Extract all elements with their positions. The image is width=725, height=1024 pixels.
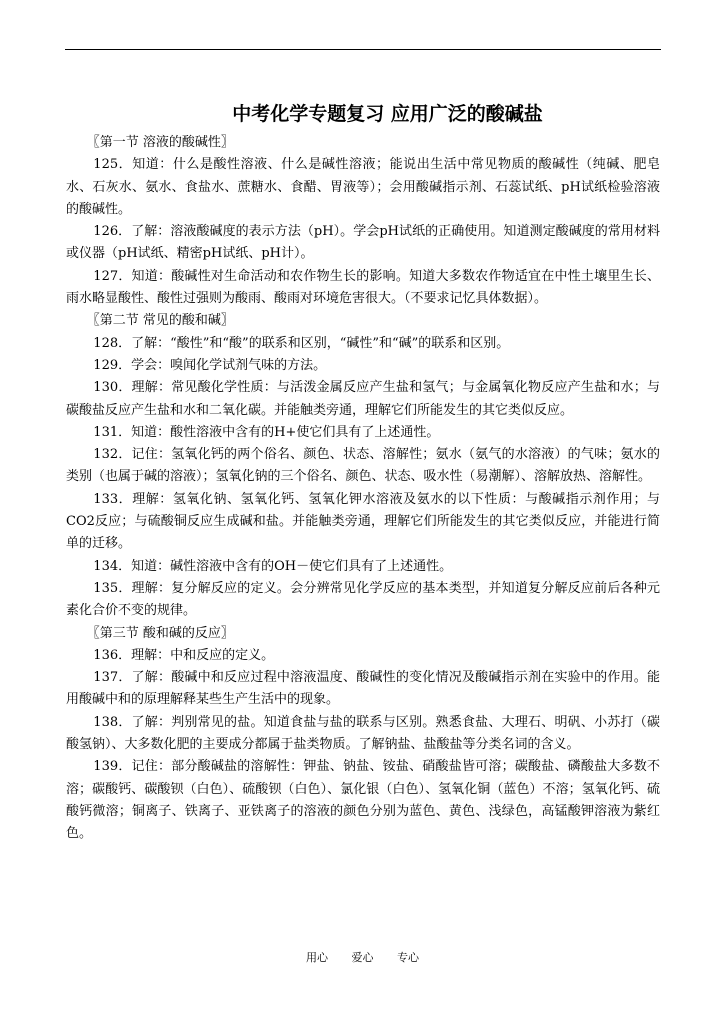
- paragraph: 133．理解：氢氧化钠、氢氧化钙、氢氧化钾水溶液及氨水的以下性质：与酸碱指示剂作用；与CO2反应；与硫酸铜反应生成碱和盐。并能触类旁通，理解它们所能发生的其它类似反应，并能进行简单的迁移。: [66, 491, 660, 552]
- paragraph: 135．理解：复分解反应的定义。会分辨常见化学反应的基本类型，并知道复分解反应前后各种元素化合价不变的规律。: [66, 580, 660, 619]
- page-title: 中考化学专题复习 应用广泛的酸碱盐: [232, 103, 543, 125]
- paragraph: 138．了解：判别常见的盐。知道食盐与盐的联系与区别。熟悉食盐、大理石、明矾、小苏打（碳酸氢钠）、大多数化肥的主要成分都属于盐类物质。了解钠盐、盐酸盐等分类名词的含义。: [66, 714, 660, 753]
- paragraph: 139．记住：部分酸碱盐的溶解性：钾盐、钠盐、铵盐、硝酸盐皆可溶；碳酸盐、磷酸盐大多数不溶；碳酸钙、碳酸钡（白色）、硫酸钡（白色）、氯化银（白色）、氢氧化铜（蓝色）不溶；氢氧化钙、硫酸钙微溶；铜离子、铁离子、亚铁离子的溶液的颜色分别为蓝色、黄色、浅绿色，高锰酸钾溶液为紫红色。: [66, 759, 660, 842]
- footer-text: 专心: [397, 951, 419, 964]
- paragraph: 137．了解：酸碱中和反应过程中溶液温度、酸碱性的变化情况及酸碱指示剂在实验中的作用。能用酸碱中和的原理解释某些生产生活中的现象。: [66, 670, 660, 708]
- paragraph: 129．学会：嗅闻化学试剂气味的方法。: [93, 357, 327, 373]
- section-heading: 〖第三节 酸和碱的反应〗: [86, 625, 234, 641]
- paragraph: 125．知道：什么是酸性溶液、什么是碱性溶液；能说出生活中常见物质的酸碱性（纯碱、肥皂水、石灰水、氨水、食盐水、蔗糖水、食醋、胃液等）；会用酸碱指示剂、石蕊试纸、pH试纸检验溶液的酸碱性。: [66, 157, 660, 217]
- footer-text: 用心: [306, 951, 328, 964]
- paragraph: 132．记住：氢氧化钙的两个俗名、颜色、状态、溶解性；氨水（氨气的水溶液）的气味；氨水的类别（也属于碱的溶液）；氢氧化钠的三个俗名、颜色、状态、吸水性（易潮解）、溶解放热、溶解性。: [66, 447, 660, 485]
- document-body: [66, 132, 660, 846]
- page-footer: [0, 950, 725, 966]
- paragraph: 128．了解：“酸性”和“酸”的联系和区别，“碱性”和“碱”的联系和区别。: [93, 335, 510, 351]
- paragraph: 127．知道：酸碱性对生命活动和农作物生长的影响。知道大多数农作物适宜在中性土壤里生长、雨水略显酸性、酸性过强则为酸雨、酸雨对环境危害很大。（不要求记忆具体数据）。: [66, 268, 660, 307]
- footer-text: 爱心: [351, 951, 374, 964]
- paragraph: 131．知道：酸性溶液中含有的H+使它们具有了上述通性。: [93, 424, 440, 440]
- header-rule: [65, 49, 661, 50]
- paragraph: 136．理解：中和反应的定义。: [93, 647, 275, 663]
- paragraph: 126．了解：溶液酸碱度的表示方法（pH）。学会pH试纸的正确使用。知道测定酸碱度的常用材料或仪器（pH试纸、精密pH试纸、pH计）。: [66, 224, 660, 262]
- paragraph: 130．理解：常见酸化学性质：与活泼金属反应产生盐和氢气；与金属氧化物反应产生盐和水；与碳酸盐反应产生盐和水和二氧化碳。并能触类旁通，理解它们所能发生的其它类似反应。: [66, 380, 660, 418]
- paragraph: 134．知道：碱性溶液中含有的OH－使它们具有了上述通性。: [93, 558, 453, 574]
- section-heading: 〖第二节 常见的酸和碱〗: [86, 313, 234, 329]
- section-heading: 〖第一节 溶液的酸碱性〗: [86, 135, 234, 150]
